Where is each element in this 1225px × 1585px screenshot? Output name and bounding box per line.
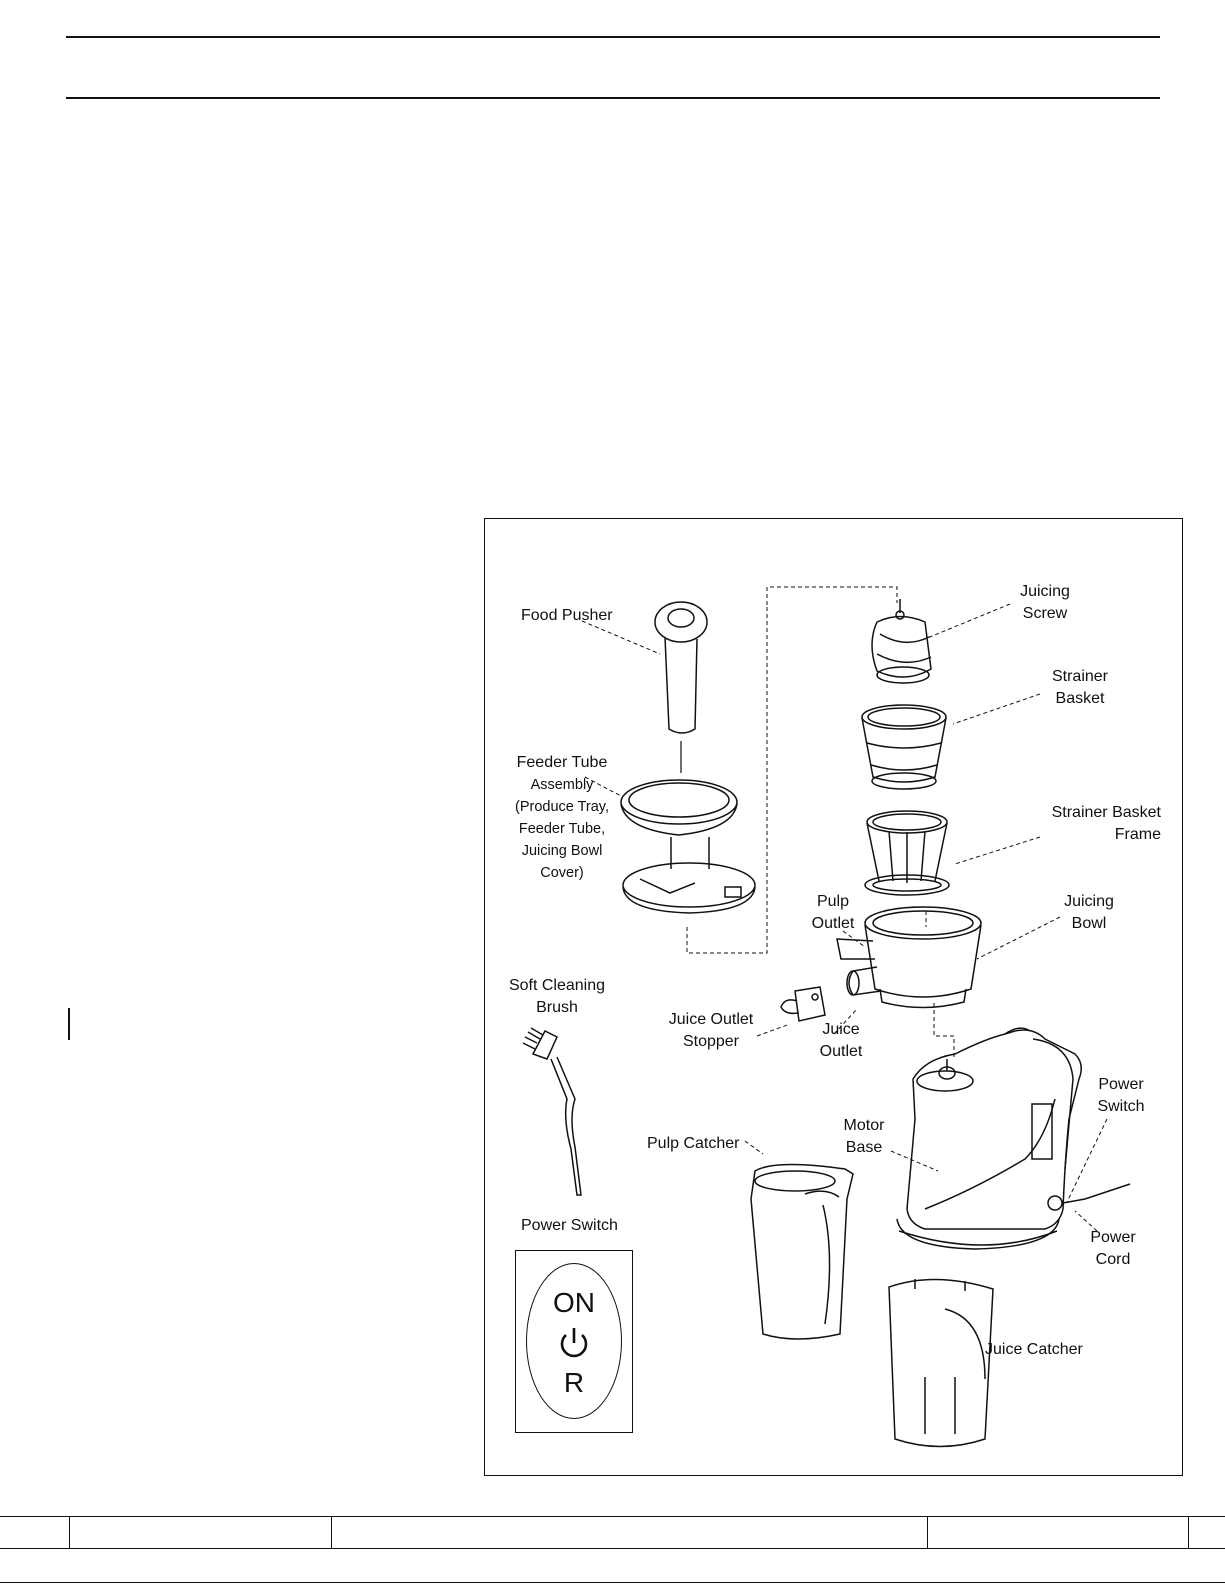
- margin-mark: [68, 1008, 70, 1040]
- assembly-path-base: [934, 1003, 954, 1059]
- feeder-tube-drawing: [621, 780, 755, 913]
- label-feeder-tube-assembly: [507, 752, 617, 884]
- power-icon: [557, 1326, 591, 1362]
- label-juicing-screw: [1005, 581, 1085, 625]
- parts-diagram: [484, 518, 1183, 1476]
- label-stopper-line1: Juice Outlet: [668, 1011, 754, 1028]
- label-juicing-bowl-line2: Bowl: [1071, 915, 1107, 932]
- label-juice-outlet-line1: Juice: [822, 1021, 860, 1038]
- label-stopper-line2: Stopper: [682, 1033, 740, 1050]
- label-strainer-basket-line2: Basket: [1055, 690, 1105, 707]
- label-strainer-frame-line1: Strainer Basket: [1051, 804, 1161, 821]
- label-brush-line1: Soft Cleaning: [508, 977, 606, 994]
- assembly-path-left: [687, 605, 767, 953]
- label-pulp-outlet-line1: Pulp: [816, 893, 850, 910]
- footer-rule-mid: [0, 1548, 1225, 1549]
- power-switch-inset: [515, 1250, 633, 1433]
- label-feeder-tube-line4: Feeder Tube,: [518, 821, 606, 837]
- juicing-screw-drawing: [872, 599, 931, 683]
- header-rule-bottom: [66, 97, 1160, 99]
- juice-outlet-stopper-drawing: [781, 987, 825, 1021]
- label-brush-line2: Brush: [536, 999, 578, 1016]
- label-power-cord-line2: Cord: [1095, 1251, 1131, 1268]
- label-juice-outlet-line2: Outlet: [819, 1043, 863, 1060]
- strainer-basket-drawing: [862, 705, 946, 789]
- label-strainer-basket-line1: Strainer: [1051, 668, 1109, 685]
- label-power-switch-line1: Power: [1098, 1076, 1144, 1093]
- label-pulp-catcher: Pulp Catcher: [647, 1135, 740, 1152]
- label-feeder-tube-line1: Feeder Tube: [516, 754, 608, 771]
- leader-strainer-frame: [955, 837, 1040, 864]
- label-soft-cleaning-brush: [499, 975, 615, 1019]
- switch-r-label: R: [563, 1367, 585, 1398]
- footer-divider-4: [1188, 1516, 1189, 1548]
- label-juicing-bowl: [1057, 891, 1121, 935]
- label-juice-outlet: [813, 1019, 869, 1063]
- label-power-switch-title: Power Switch: [521, 1217, 618, 1234]
- label-feeder-tube-line3: (Produce Tray,: [514, 799, 610, 815]
- label-power-switch-line2: Switch: [1097, 1098, 1145, 1115]
- cleaning-brush-drawing: [523, 1028, 581, 1195]
- footer-divider-2: [331, 1516, 332, 1548]
- label-feeder-tube-line6: Cover): [540, 865, 584, 881]
- juice-catcher-drawing: [889, 1279, 993, 1447]
- switch-on-label: ON: [553, 1287, 595, 1318]
- label-juicing-screw-line2: Screw: [1022, 605, 1068, 622]
- strainer-frame-drawing: [865, 811, 949, 895]
- motor-base-drawing: [897, 1028, 1130, 1249]
- leader-strainer-basket: [953, 694, 1040, 724]
- footer-divider-3: [927, 1516, 928, 1548]
- leader-juicing-screw: [925, 604, 1010, 639]
- footer-rule-bottom: [0, 1582, 1225, 1583]
- power-switch-oval: [526, 1263, 622, 1419]
- label-strainer-basket: [1040, 666, 1120, 710]
- leader-juicing-bowl: [977, 917, 1060, 959]
- label-feeder-tube-line5: Juicing Bowl: [521, 843, 603, 859]
- label-power-cord: [1085, 1227, 1141, 1271]
- label-juice-outlet-stopper: [663, 1009, 759, 1053]
- pulp-catcher-drawing: [751, 1164, 853, 1339]
- header-rule-top: [66, 36, 1160, 38]
- label-motor-base-line2: Base: [845, 1139, 883, 1156]
- label-power-cord-line1: Power: [1090, 1229, 1136, 1246]
- label-juicing-bowl-line1: Juicing: [1064, 893, 1114, 910]
- leader-power-switch: [1067, 1119, 1107, 1202]
- footer-rule-top: [0, 1516, 1225, 1517]
- label-strainer-frame-line2: Frame: [1114, 826, 1161, 843]
- label-juicing-screw-line1: Juicing: [1020, 583, 1070, 600]
- label-juice-catcher: Juice Catcher: [985, 1341, 1083, 1358]
- label-pulp-outlet-line2: Outlet: [811, 915, 855, 932]
- label-power-switch: [1089, 1074, 1153, 1118]
- label-motor-base-line1: Motor: [843, 1117, 885, 1134]
- label-pulp-outlet: [805, 891, 861, 935]
- leader-pulp-catcher: [745, 1141, 763, 1154]
- label-strainer-basket-frame: [1037, 802, 1161, 846]
- assembly-path-top: [767, 587, 897, 605]
- label-feeder-tube-line2: Assembly: [530, 777, 594, 793]
- leader-stopper: [757, 1024, 790, 1036]
- leader-motor-base: [891, 1151, 938, 1171]
- food-pusher-drawing: [655, 602, 707, 773]
- label-food-pusher: Food Pusher: [521, 607, 613, 624]
- label-motor-base: [837, 1115, 891, 1159]
- footer-divider-1: [69, 1516, 70, 1548]
